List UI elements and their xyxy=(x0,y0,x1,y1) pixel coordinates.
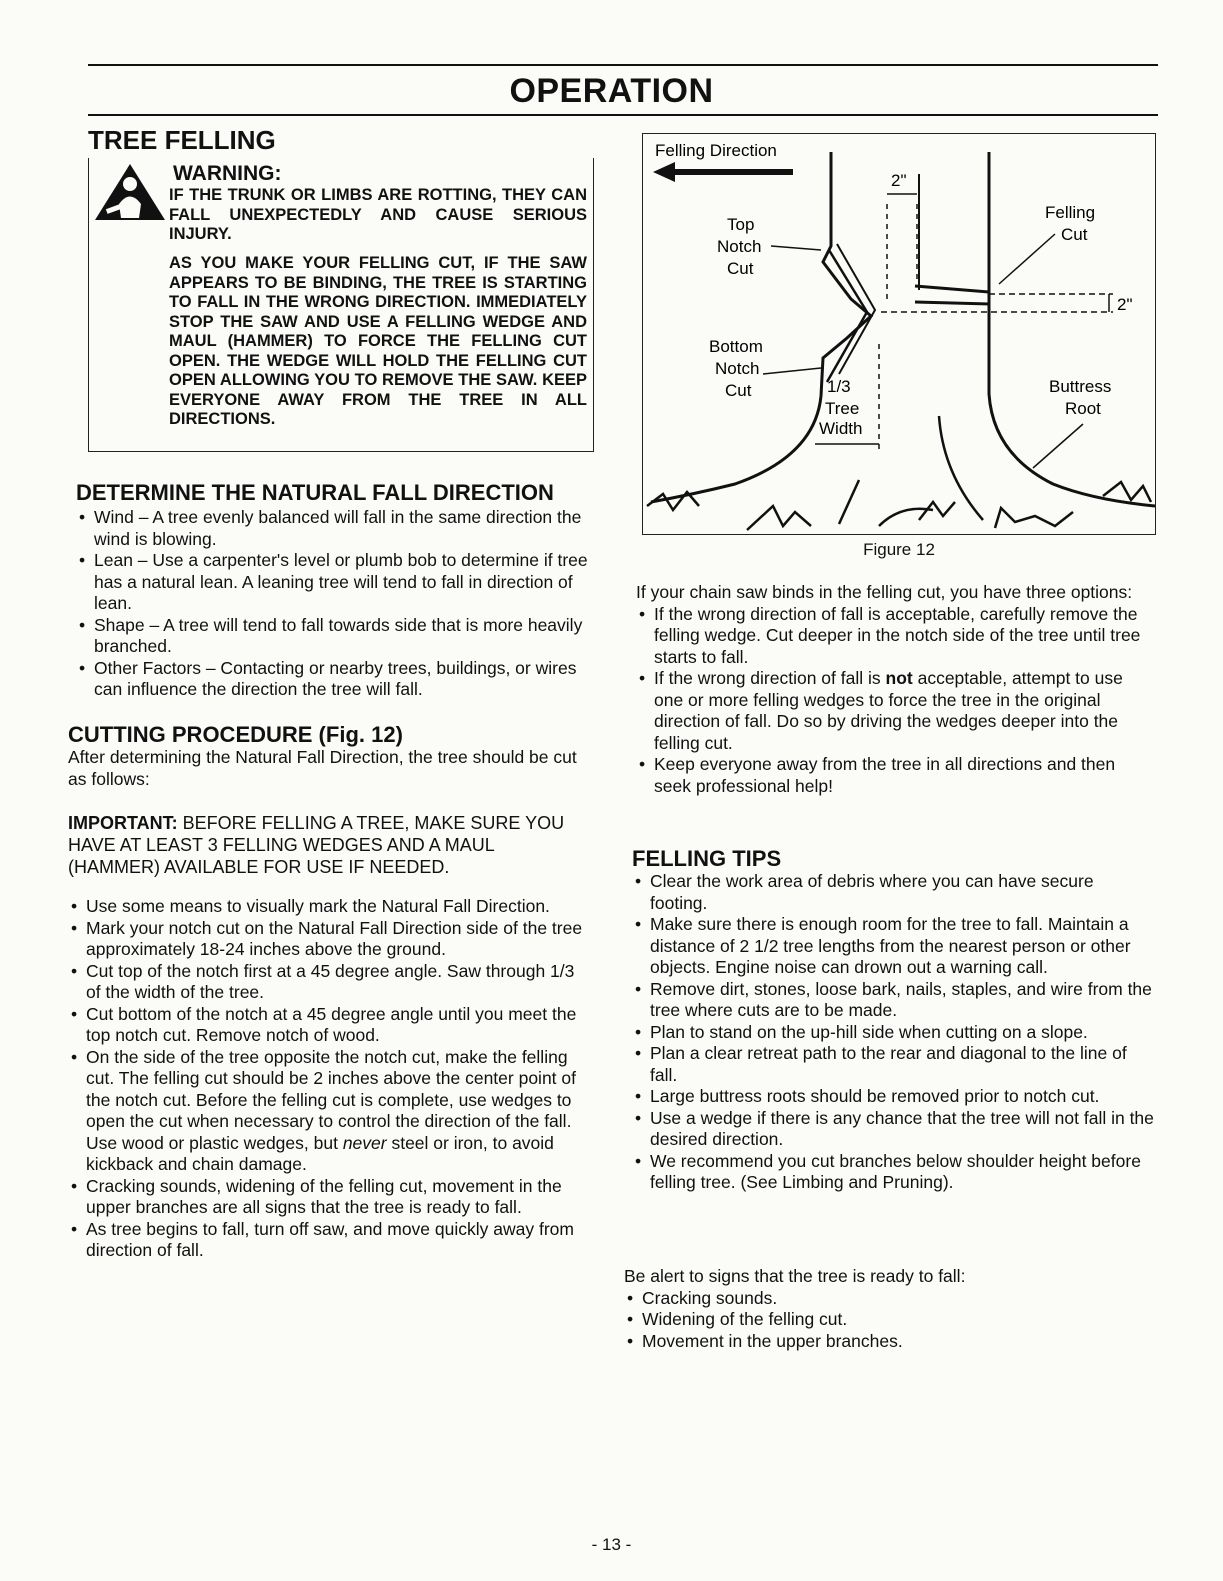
natural-fall-list xyxy=(76,507,592,701)
list-item: • Cracking sounds. xyxy=(624,1288,1154,1310)
top-notch-label-2: Notch xyxy=(717,237,762,256)
buttress-root-pointer xyxy=(1033,424,1083,468)
third-width-label-1: 1/3 xyxy=(827,377,851,396)
important-label: IMPORTANT: xyxy=(68,813,178,834)
binding-intro: If your chain saw binds in the felling cut, you have three options: xyxy=(636,582,1133,602)
tree-felling-heading: TREE FELLING xyxy=(88,125,276,155)
left-arrow-icon xyxy=(653,162,793,182)
felling-cut-label-1: Felling xyxy=(1045,203,1096,222)
bottom-notch-label-3: Cut xyxy=(725,381,752,400)
page-title: OPERATION xyxy=(509,72,714,110)
list-item: • We recommend you cut branches below shoulder height before felling tree. (See Limbing and Pruning). xyxy=(632,1151,1154,1194)
list-item: • On the side of the tree opposite the notch cut, make the felling cut. The felling cut should be 2 inches above the center point of the notch cut. Before the felling cut is complete, use wedges to open the cut when necessary to control the direction of the fall. Use wood or plastic wedges, but never steel or iron, to avoid kickback and chain damage. xyxy=(68,1047,588,1176)
list-item: • If the wrong direction of fall is acceptable, carefully remove the felling wedge. Cut deeper in the notch side of the tree until tree starts to fall. xyxy=(636,604,1154,669)
cutting-procedure-list xyxy=(68,896,588,1262)
list-item: • Use some means to visually mark the Natural Fall Direction. xyxy=(68,896,588,918)
list-item: • Wind – A tree evenly balanced will fall in the same direction the wind is blowing. xyxy=(76,507,592,550)
tree-felling-diagram xyxy=(643,134,1156,535)
list-item: • Lean – Use a carpenter's level or plumb bob to determine if tree has a natural lean. A leaning tree will tend to fall in direction of lean. xyxy=(76,550,592,615)
list-item: • Clear the work area of debris where you can have secure footing. xyxy=(632,871,1154,914)
warning-title: WARNING: xyxy=(173,162,282,185)
list-item: • Plan a clear retreat path to the rear and diagonal to the line of fall. xyxy=(632,1043,1154,1086)
top-notch-pointer xyxy=(771,246,821,250)
buttress-root-label-2: Root xyxy=(1065,399,1101,418)
list-item: • If the wrong direction of fall is not acceptable, attempt to use one or more felling wedges to force the tree in the original direction of fall. Do so by driving the wedges deeper into the felling cut. xyxy=(636,668,1154,754)
list-item: • Keep everyone away from the tree in all directions and then seek professional help! xyxy=(636,754,1154,797)
list-item: • Large buttress roots should be removed prior to notch cut. xyxy=(632,1086,1154,1108)
list-item: • Cut bottom of the notch at a 45 degree angle until you meet the top notch cut. Remove notch of wood. xyxy=(68,1004,588,1047)
list-item: • Other Factors – Contacting or nearby trees, buildings, or wires can influence the direction the tree will fall. xyxy=(76,658,592,701)
cutting-procedure-intro: After determining the Natural Fall Direction, the tree should be cut as follows: xyxy=(68,747,577,789)
list-item: • Make sure there is enough room for the tree to fall. Maintain a distance of 2 1/2 tree lengths from the nearest person or other objects. Engine noise can drown out a warning call. xyxy=(632,914,1154,979)
list-item: • Shape – A tree will tend to fall towards side that is more heavily branched. xyxy=(76,615,592,658)
top-rule xyxy=(88,64,1158,66)
warning-text-2: AS YOU MAKE YOUR FELLING CUT, IF THE SAW APPEARS TO BE BINDING, THE TREE IS STARTING TO FALL IN THE WRONG DIRECTION. IMMEDIATELY STOP THE SAW AND USE A FELLING WEDGE AND MAUL (HAMMER) TO FORCE THE FELLING CUT OPEN. THE WEDGE WILL HOLD THE FELLING CUT OPEN ALLOWING YOU TO REMOVE THE SAW. KEEP EVERYONE AWAY FROM THE TREE IN ALL DIRECTIONS. xyxy=(169,254,587,428)
alert-intro: Be alert to signs that the tree is ready to fall: xyxy=(624,1266,966,1286)
natural-fall-section xyxy=(76,480,592,701)
list-item: • Widening of the felling cut. xyxy=(624,1309,1154,1331)
two-inch-top-label: 2" xyxy=(891,171,907,190)
two-inch-right-label: 2" xyxy=(1117,295,1133,314)
bottom-notch-label-2: Notch xyxy=(715,359,760,378)
grass-stroke xyxy=(919,502,955,520)
important-text: BEFORE FELLING A TREE, MAKE SURE YOU HAVE AT LEAST 3 FELLING WEDGES AND A MAUL (HAMMER) AVAILABLE FOR USE IF NEEDED. xyxy=(68,813,565,878)
list-item: • Use a wedge if there is any chance that the tree will not fall in the desired direction. xyxy=(632,1108,1154,1151)
list-item: • Remove dirt, stones, loose bark, nails, staples, and wire from the tree where cuts are to be made. xyxy=(632,979,1154,1022)
binding-section xyxy=(636,582,1154,797)
list-item: • Mark your notch cut on the Natural Fall Direction side of the tree approximately 18-24 inches above the ground. xyxy=(68,918,588,961)
felling-tips-section xyxy=(632,846,1154,1194)
bottom-notch-pointer xyxy=(763,368,821,374)
figure-12 xyxy=(642,133,1156,535)
felling-tips-list xyxy=(632,871,1154,1194)
title-rule xyxy=(88,114,1158,116)
felling-tips-heading: FELLING TIPS xyxy=(632,846,782,871)
felling-cut xyxy=(915,286,989,304)
top-notch-label-3: Cut xyxy=(727,259,754,278)
notch-outline xyxy=(827,250,867,382)
warning-text-1: IF THE TRUNK OR LIMBS ARE ROTTING, THEY CAN FALL UNEXPECTEDLY AND CAUSE SERIOUS INJURY. xyxy=(169,186,587,243)
felling-direction-label: Felling Direction xyxy=(655,141,777,160)
root-stroke xyxy=(939,416,983,520)
natural-fall-heading: DETERMINE THE NATURAL FALL DIRECTION xyxy=(76,480,554,505)
alert-section xyxy=(624,1266,1154,1352)
warning-box xyxy=(88,158,594,452)
third-width-label-2: Tree xyxy=(825,399,860,418)
trunk-left-outline xyxy=(651,152,871,502)
list-item: • As tree begins to fall, turn off saw, and move quickly away from direction of fall. xyxy=(68,1219,588,1262)
third-width-label-3: Width xyxy=(819,419,863,438)
cutting-procedure-section xyxy=(68,722,588,1262)
list-item: • Cut top of the notch first at a 45 degree angle. Saw through 1/3 of the width of the tree. xyxy=(68,961,588,1004)
figure-caption: Figure 12 xyxy=(863,540,935,559)
list-item: • Movement in the upper branches. xyxy=(624,1331,1154,1353)
felling-cut-label-2: Cut xyxy=(1061,225,1088,244)
buttress-root-label-1: Buttress xyxy=(1049,377,1112,396)
bottom-notch-label-1: Bottom xyxy=(709,337,763,356)
important-note xyxy=(68,812,588,878)
list-item: • Plan to stand on the up-hill side when cutting on a slope. xyxy=(632,1022,1154,1044)
grass-stroke xyxy=(995,508,1073,528)
grass-stroke xyxy=(747,506,811,530)
top-notch-label-1: Top xyxy=(727,215,755,234)
binding-list xyxy=(636,604,1154,798)
alert-list xyxy=(624,1288,1154,1353)
cutting-procedure-heading: CUTTING PROCEDURE (Fig. 12) xyxy=(68,722,403,747)
list-item: • Cracking sounds, widening of the felling cut, movement in the upper branches are all signs that the tree is ready to fall. xyxy=(68,1176,588,1219)
page-number: - 13 - xyxy=(591,1535,632,1554)
felling-cut-pointer xyxy=(999,234,1055,284)
warning-triangle-icon xyxy=(93,162,167,227)
